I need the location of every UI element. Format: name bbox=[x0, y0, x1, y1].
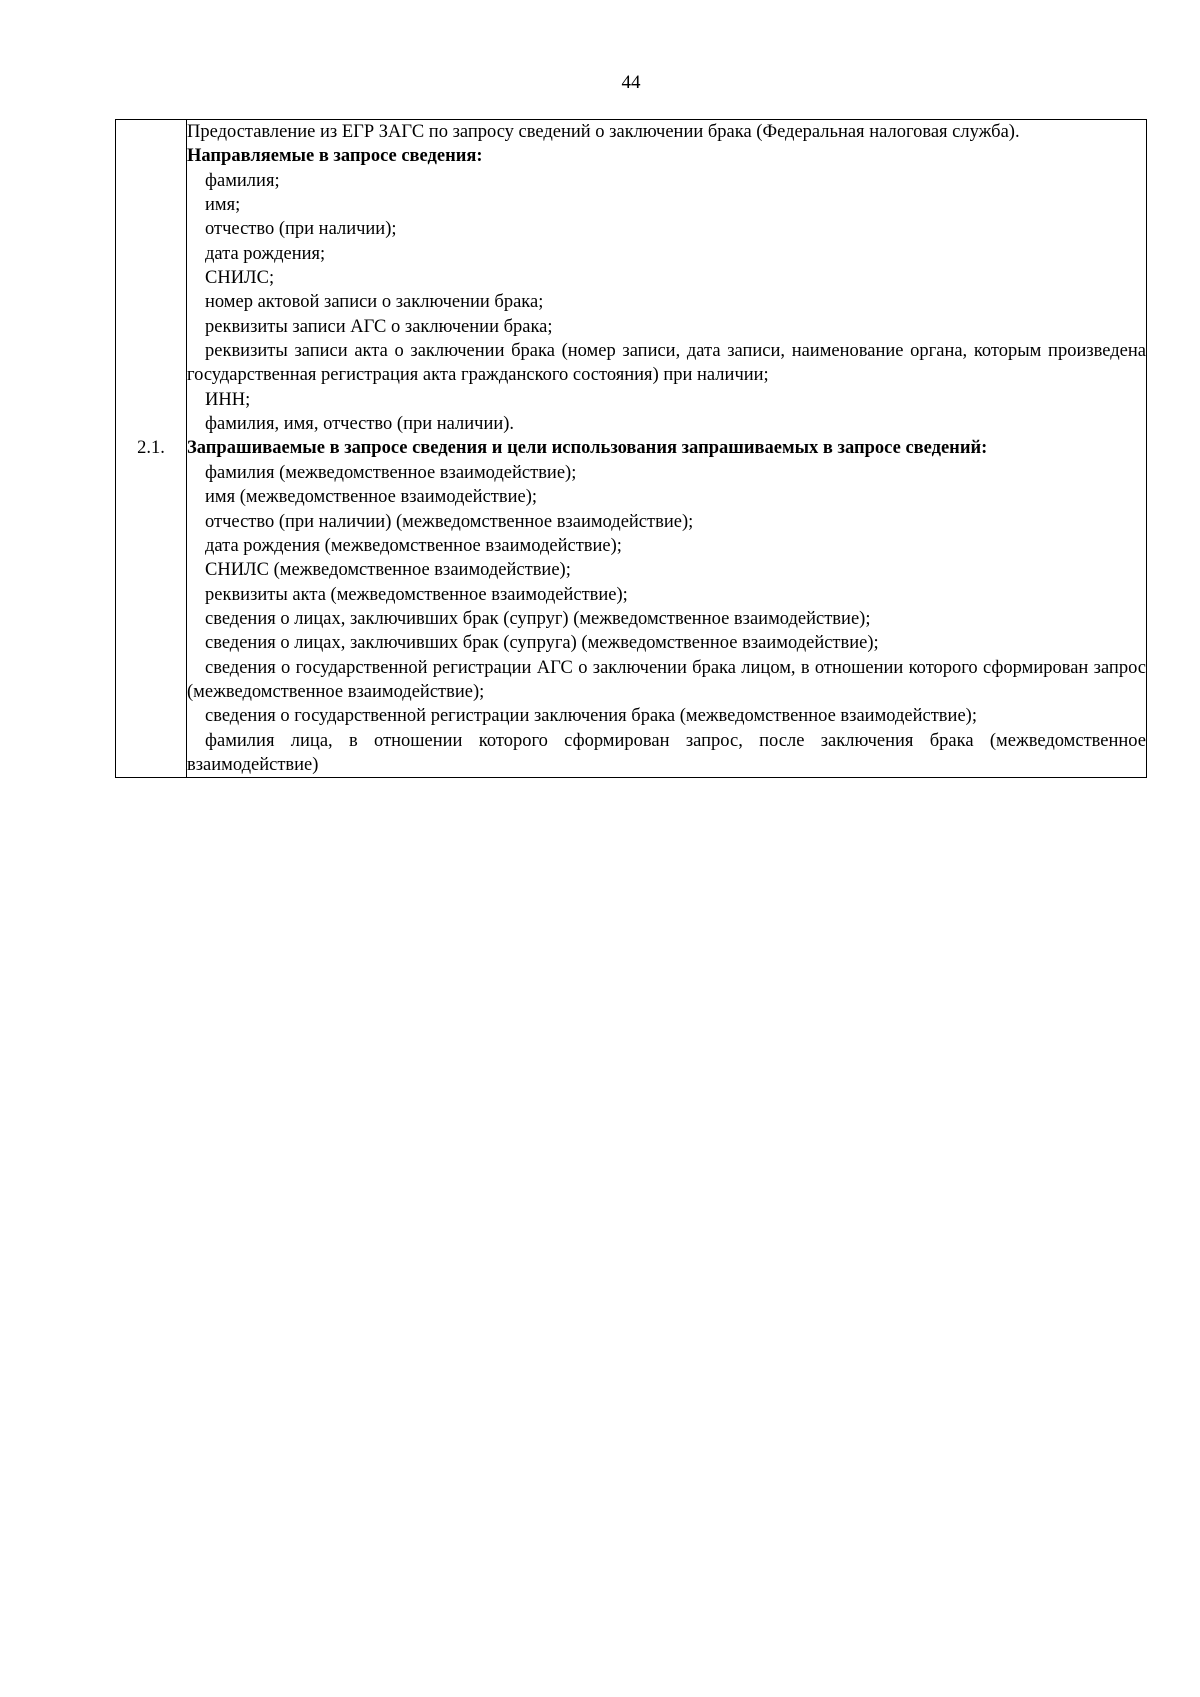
row-title: Предоставление из ЕГР ЗАГС по запросу сведений о заключении брака (Федеральная налоговая служба). bbox=[187, 122, 1020, 142]
list-item: имя; bbox=[205, 195, 241, 216]
document-table bbox=[115, 119, 1147, 778]
list-item: реквизиты записи акта о заключении брака (номер записи, дата записи, наименование органа, которым произведена государственная регистрация акта гражданского состояния) при наличии; bbox=[187, 341, 1146, 386]
sent-data-heading: Направляемые в запросе сведения: bbox=[187, 146, 483, 167]
list-item: сведения о государственной регистрации заключения брака (межведомственное взаимодействие); bbox=[205, 706, 977, 727]
list-item: отчество (при наличии) (межведомственное взаимодействие); bbox=[205, 511, 694, 532]
list-item: СНИЛС (межведомственное взаимодействие); bbox=[205, 560, 571, 581]
list-item: фамилия (межведомственное взаимодействие); bbox=[205, 462, 577, 483]
list-item: дата рождения; bbox=[205, 243, 326, 264]
page-number: 44 bbox=[621, 72, 641, 93]
table-row bbox=[116, 120, 1147, 778]
list-item: реквизиты записи АГС о заключении брака; bbox=[205, 316, 553, 337]
list-item: фамилия лица, в отношении которого сформирован запрос, после заключения брака (межведомственное взаимодействие) bbox=[187, 730, 1146, 775]
list-item: СНИЛС; bbox=[205, 268, 275, 289]
list-item: сведения о лицах, заключивших брак (супруга) (межведомственное взаимодействие); bbox=[205, 633, 879, 654]
list-item: сведения о государственной регистрации АГС о заключении брака лицом, в отношении которого сформирован запрос (межведомственное взаимодействие); bbox=[187, 657, 1146, 702]
list-item: дата рождения (межведомственное взаимодействие); bbox=[205, 535, 622, 556]
list-item: фамилия; bbox=[205, 170, 280, 191]
list-item: имя (межведомственное взаимодействие); bbox=[205, 487, 538, 508]
list-item: сведения о лицах, заключивших брак (супруг) (межведомственное взаимодействие); bbox=[205, 608, 871, 629]
list-item: реквизиты акта (межведомственное взаимодействие); bbox=[205, 584, 628, 605]
list-item: фамилия, имя, отчество (при наличии). bbox=[205, 414, 515, 435]
requested-data-heading: Запрашиваемые в запросе сведения и цели использования запрашиваемых в запросе сведений: bbox=[187, 438, 988, 459]
row-number: 2.1. bbox=[116, 120, 187, 778]
list-item: номер актовой записи о заключении брака; bbox=[205, 292, 544, 313]
row-content bbox=[187, 120, 1147, 778]
list-item: ИНН; bbox=[205, 389, 251, 410]
list-item: отчество (при наличии); bbox=[205, 219, 397, 240]
